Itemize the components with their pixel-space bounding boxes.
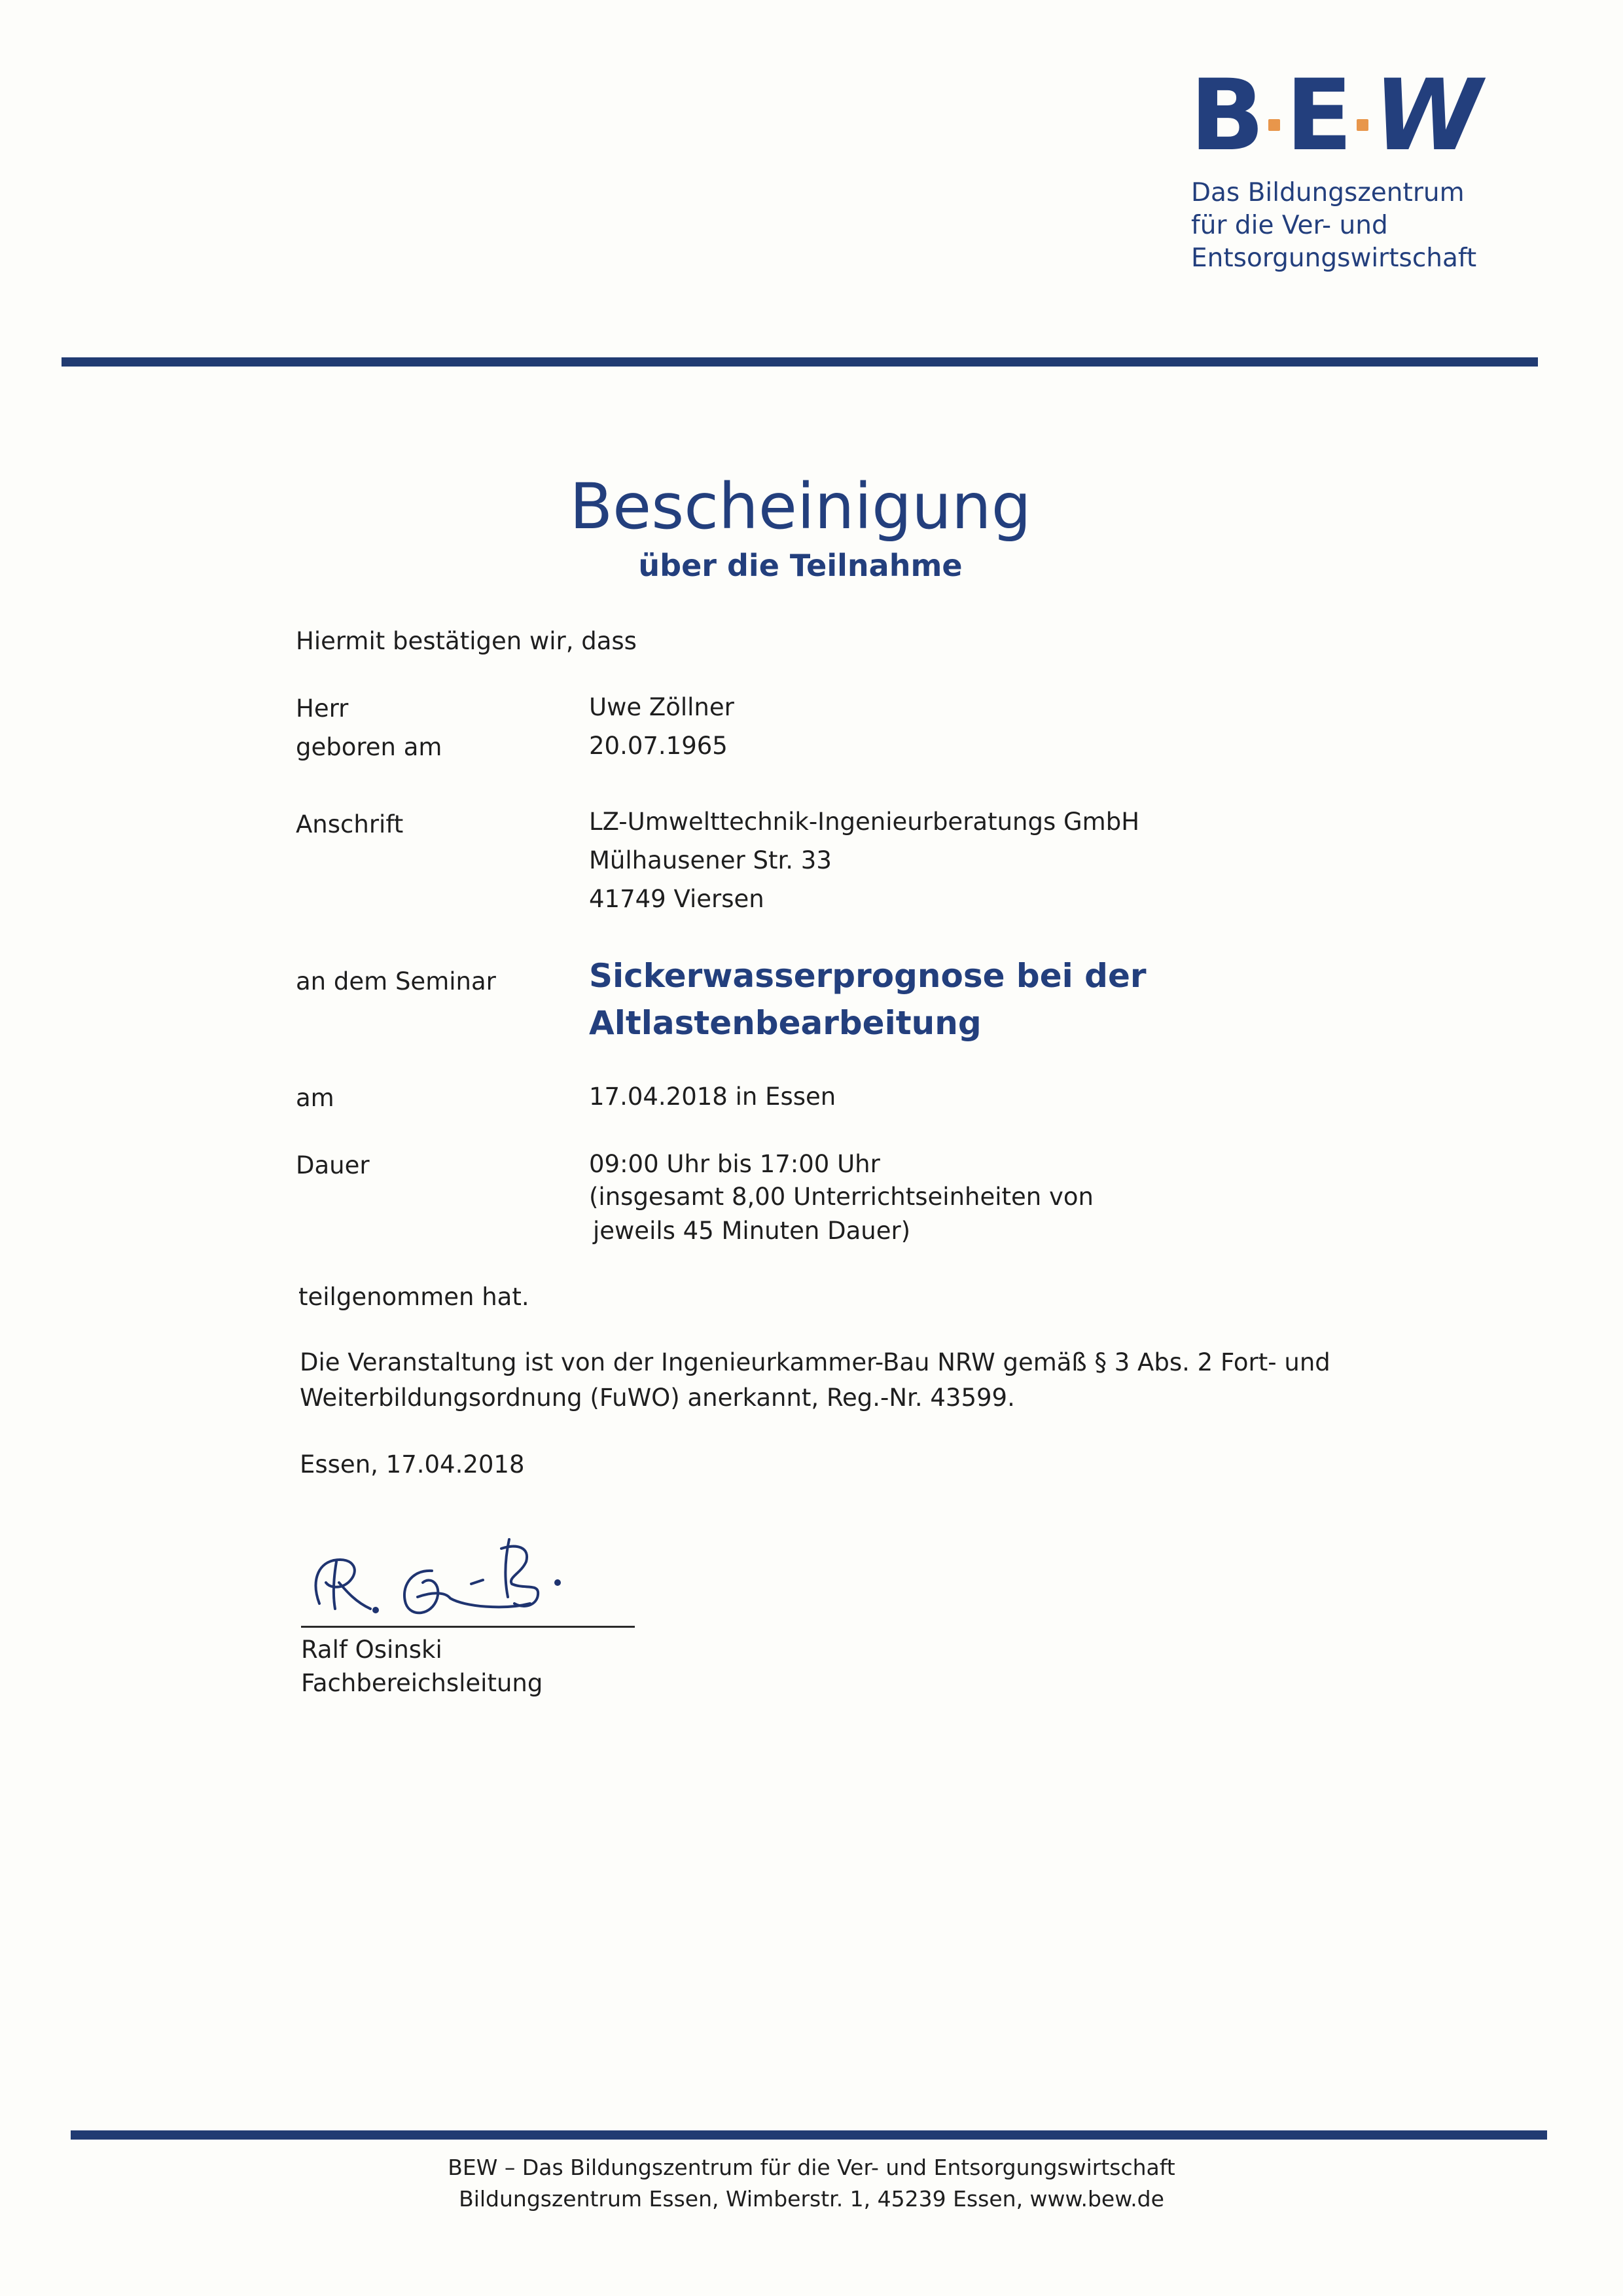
header-rule <box>62 357 1538 367</box>
logo-dot <box>1268 119 1280 131</box>
duration-line: 09:00 Uhr bis 17:00 Uhr <box>589 1150 880 1178</box>
footer <box>0 2152 1623 2215</box>
address-line: 41749 Viersen <box>589 885 764 913</box>
accreditation-line: Die Veranstaltung ist von der Ingenieurkammer-Bau NRW gemäß § 3 Abs. 2 Fort- und <box>300 1348 1330 1376</box>
birth-label: geboren am <box>296 733 442 761</box>
seminar-date: 17.04.2018 in Essen <box>589 1083 836 1111</box>
logo-dot <box>1357 119 1368 131</box>
intro-text: Hiermit bestätigen wir, dass <box>296 627 637 655</box>
signature-line <box>301 1626 635 1628</box>
signatory-role: Fachbereichsleitung <box>301 1669 543 1697</box>
signatory-name: Ralf Osinski <box>301 1636 442 1664</box>
address-label: Anschrift <box>296 810 404 838</box>
tagline-line: Das Bildungszentrum <box>1191 178 1465 207</box>
address-line: Mülhausener Str. 33 <box>589 846 832 874</box>
tagline-line: für die Ver- und <box>1191 211 1388 240</box>
accreditation-line: Weiterbildungsordnung (FuWO) anerkannt, Reg.-Nr. 43599. <box>300 1384 1015 1412</box>
duration-label: Dauer <box>296 1151 370 1179</box>
closing-text: teilgenommen hat. <box>298 1283 529 1311</box>
document-subtitle: über die Teilnahme <box>638 548 963 583</box>
participant-name: Uwe Zöllner <box>589 693 734 721</box>
seminar-title <box>589 952 1147 1047</box>
logo-letter-e: E <box>1285 59 1351 173</box>
handwritten-signature <box>308 1505 622 1623</box>
birth-date: 20.07.1965 <box>589 732 728 760</box>
seminar-label: an dem Seminar <box>296 967 496 996</box>
duration-line: (insgesamt 8,00 Unterrichtseinheiten von <box>589 1183 1094 1211</box>
logo-letter-w: W <box>1373 59 1481 173</box>
footer-line: Bildungszentrum Essen, Wimberstr. 1, 45239 Essen, www.bew.de <box>459 2186 1164 2212</box>
seminar-title-line: Sickerwasserprognose bei der <box>589 957 1147 995</box>
tagline-line: Entsorgungswirtschaft <box>1191 243 1477 273</box>
duration-line: jeweils 45 Minuten Dauer) <box>593 1217 911 1245</box>
footer-line: BEW – Das Bildungszentrum für die Ver- und Entsorgungswirtschaft <box>448 2155 1175 2180</box>
footer-rule <box>71 2130 1547 2140</box>
salutation-label: Herr <box>296 694 349 723</box>
date-label: am <box>296 1084 334 1112</box>
logo-letter-b: B <box>1190 59 1264 173</box>
document-title: Bescheinigung <box>569 470 1031 543</box>
bew-logo <box>1190 59 1481 173</box>
logo-tagline <box>1191 177 1584 275</box>
place-date: Essen, 17.04.2018 <box>300 1450 525 1479</box>
seminar-title-line: Altlastenbearbeitung <box>589 1004 982 1042</box>
address-line: LZ-Umwelttechnik-Ingenieurberatungs GmbH <box>589 808 1140 836</box>
